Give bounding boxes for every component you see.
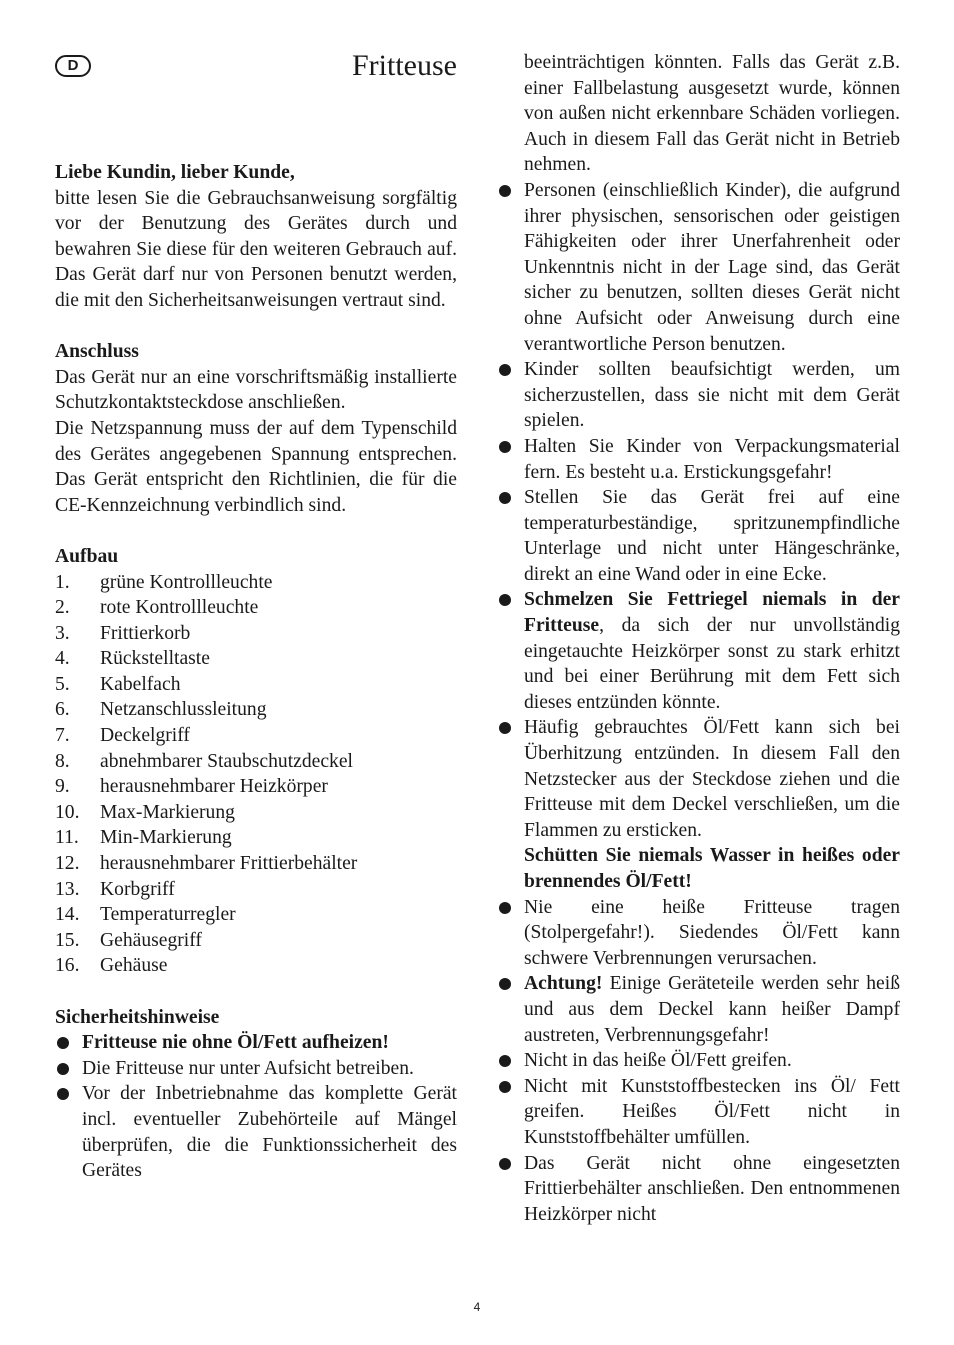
page-header <box>55 48 457 160</box>
list-item: 15. Gehäusegriff <box>55 929 202 951</box>
list-item: 10. Max-Markierung <box>55 801 235 823</box>
left-column <box>55 48 457 1184</box>
list-item-continued: beeinträchtigen könnten. Falls das Gerät z.B. einer Fallbelastung ausgesetzt wurde, können von außen nicht erkennbare Schäden vorliegen. Auch in diesem Fall das Gerät nicht in Betrieb nehmen. <box>524 52 900 176</box>
list-item: 5. Kabelfach <box>55 673 181 695</box>
list-item: 4. Rückstelltaste <box>55 648 210 670</box>
list-item: Die Fritteuse nur unter Aufsicht betreiben. <box>55 1056 457 1082</box>
list-item: 12. herausnehmbarer Frittierbehälter <box>55 853 358 875</box>
page-title: Fritteuse <box>352 49 457 82</box>
list-item: Nicht mit Kunststoffbestecken ins Öl/ Fett greifen. Heißes Öl/Fett nicht in Kunststoffbehälter umfüllen. <box>497 1074 900 1151</box>
anschluss-text-2: Die Netzspannung muss der auf dem Typenschild des Gerätes angegebenen Spannung entsprechen. Das Gerät entspricht den Richtlinien, die für die CE-Kennzeichnung verbindlich sind. <box>55 417 457 516</box>
list-item: 13. Korbgriff <box>55 878 175 900</box>
list-item: 2. rote Kontrollleuchte <box>55 597 259 619</box>
list-item: Fritteuse nie ohne Öl/Fett aufheizen! <box>55 1030 457 1056</box>
safety-list-left <box>55 1030 457 1184</box>
list-item: 16. Gehäuse <box>55 955 168 977</box>
list-item: Personen (einschließlich Kinder), die aufgrund ihrer physischen, sensorischen oder geistigen Fähigkeiten oder ihrer Unerfahrenheit oder Unkenntnis nicht in der Lage sind, das Gerät sicher zu benutzen, sollten dieses Gerät nicht ohne Aufsicht oder Anweisung durch eine verantwortliche Person benutzen. <box>497 178 900 357</box>
list-item: 8. abnehmbarer Staubschutzdeckel <box>55 750 353 772</box>
language-badge: D <box>55 55 91 77</box>
page-number: 4 <box>473 1300 481 1314</box>
list-item: Schmelzen Sie Fettriegel niemals in der Fritteuse, da sich der nur unvollständig eingetauchte Heizkörper sonst zu stark erhitzt und bei einer Berührung mit dem Fett sich dieses entzünden könnte. <box>497 587 900 715</box>
list-item: Das Gerät nicht ohne eingesetzten Frittierbehälter anschließen. Den entnommenen Heizkörper nicht <box>497 1151 900 1228</box>
list-item: Kinder sollten beaufsichtigt werden, um sicherzustellen, dass sie nicht mit dem Gerät spielen. <box>497 357 900 434</box>
list-item: Nie eine heiße Fritteuse tragen (Stolpergefahr!). Siedendes Öl/Fett kann schwere Verbrennungen verursachen. <box>497 895 900 972</box>
parts-list <box>55 570 457 980</box>
list-item: Achtung! Einige Geräteteile werden sehr heiß und aus dem Deckel kann heißer Dampf austreten, Verbrennungsgefahr! <box>497 971 900 1048</box>
list-item: 1. grüne Kontrollleuchte <box>55 571 273 593</box>
list-item: Halten Sie Kinder von Verpackungsmaterial fern. Es besteht u.a. Erstickungsgefahr! <box>497 434 900 485</box>
intro-heading: Liebe Kundin, lieber Kunde, <box>55 162 295 183</box>
list-item: Nicht in das heiße Öl/Fett greifen. <box>497 1048 900 1074</box>
warning-text: Schütten Sie niemals Wasser in heißes oder brennendes Öl/Fett! <box>524 845 900 892</box>
list-item: Stellen Sie das Gerät frei auf eine temperaturbeständige, spritzunempfindliche Unterlage und nicht unter Hängeschränke, direkt an eine Wand oder in eine Ecke. <box>497 485 900 587</box>
list-item: 7. Deckelgriff <box>55 725 190 747</box>
list-item: 6. Netzanschlussleitung <box>55 699 267 721</box>
list-item: 11. Min-Markierung <box>55 827 232 849</box>
list-item: 3. Frittierkorb <box>55 622 191 644</box>
anschluss-heading: Anschluss <box>55 341 139 363</box>
intro-text: bitte lesen Sie die Gebrauchsanweisung sorgfältig vor der Benutzung des Gerätes durch und bewahren Sie diese für den weiteren Gebrauch auf. Das Gerät darf nur von Personen benutzt werden, die mit den Sicherheitsanweisungen vertraut sind. <box>55 187 457 311</box>
safety-heading: Sicherheitshinweise <box>55 1006 220 1028</box>
right-column <box>497 50 900 1227</box>
list-item: Vor der Inbetriebnahme das komplette Gerät incl. eventueller Zubehörteile auf Mängel überprüfen, die die Funktionssicherheit des Gerätes <box>55 1081 457 1183</box>
list-item: Häufig gebrauchtes Öl/Fett kann sich bei Überhitzung entzünden. In diesem Fall den Netzstecker aus der Steckdose ziehen und die Fritteuse mit dem Deckel verschließen, um die Flammen zu ersticken. <box>497 715 900 843</box>
aufbau-heading: Aufbau <box>55 545 119 567</box>
list-item: 9. herausnehmbarer Heizkörper <box>55 776 328 798</box>
safety-list-right <box>497 50 900 1227</box>
anschluss-text-1: Das Gerät nur an eine vorschriftsmäßig installierte Schutzkontaktsteckdose anschließen. <box>55 366 457 414</box>
list-item: 14. Temperaturregler <box>55 904 236 926</box>
